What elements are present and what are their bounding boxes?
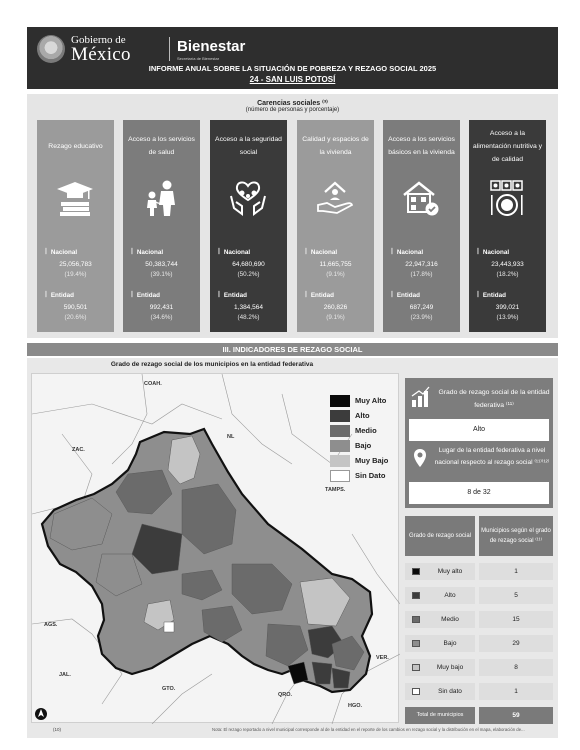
legend-swatch	[330, 425, 350, 437]
neighbor-label: GTO.	[162, 686, 176, 692]
table-row	[405, 611, 553, 628]
entidad-label: ꟾ Entidad	[218, 292, 247, 299]
total-label: Total de municipios	[405, 707, 475, 724]
nacional-label: ꟾ Nacional	[477, 249, 509, 256]
family-hands-icon	[228, 178, 268, 218]
nacional-label: ꟾ Nacional	[305, 249, 337, 256]
neighbor-label: HGO.	[348, 703, 363, 709]
entidad-percent: (13.9%)	[496, 314, 519, 321]
rezago-summary-box	[405, 378, 553, 508]
house-hand-icon	[315, 178, 355, 218]
card-calidad-vivienda	[297, 120, 374, 332]
card-title: Acceso a la alimentación nutritiva y de calidad	[472, 129, 543, 163]
entidad-value: 399,021	[495, 304, 520, 311]
card-servicios-basicos	[383, 120, 460, 332]
legend-label: Sin Dato	[355, 471, 386, 480]
entidad-value: 260,826	[323, 304, 348, 311]
legend-swatch	[330, 470, 350, 482]
table-row	[405, 587, 553, 604]
table-cell-municipios: 1	[479, 563, 553, 580]
location-pin-icon	[413, 448, 427, 468]
table-row	[405, 683, 553, 700]
nacional-percent: (9.1%)	[326, 271, 345, 278]
rezago-panel	[27, 358, 558, 738]
legend-label: Alto	[355, 411, 370, 420]
entidad-value: 1,384,564	[234, 304, 263, 311]
legend-swatch	[330, 455, 350, 467]
card-title: Acceso a la seguridad social	[215, 136, 282, 156]
nacional-value: 23,443,933	[491, 261, 524, 268]
section-iii-title: III. INDICADORES DE REZAGO SOCIAL	[27, 343, 558, 356]
entidad-percent: (20.6%)	[64, 314, 87, 321]
table-cell-municipios: 15	[479, 611, 553, 628]
map-footnote: Nota: El rezago reportado a nivel municipal corresponde al de la entidad en el reporte de los cambios en rezago social y la distribución en el mapa, elaboración de...	[212, 727, 525, 732]
carencias-panel	[27, 94, 558, 338]
nacional-percent: (50.2%)	[237, 271, 260, 278]
entidad-percent: (23.9%)	[410, 314, 433, 321]
nacional-value: 50,383,744	[145, 261, 178, 268]
entidad-label: ꟾ Entidad	[45, 292, 74, 299]
nacional-percent: (18.2%)	[496, 271, 519, 278]
map-title: Grado de rezago social de los municipios en la entidad federativa	[110, 361, 314, 368]
grado-label: Medio	[441, 616, 459, 623]
table-row	[405, 563, 553, 580]
row-swatch	[412, 664, 420, 671]
state-title: 24 - SAN LUIS POTOSÍ	[249, 75, 336, 84]
nacional-label: ꟾ Nacional	[391, 249, 423, 256]
neighbor-label: JAL.	[59, 672, 71, 678]
card-alimentacion	[469, 120, 546, 332]
table-cell-grado	[405, 611, 475, 628]
neighbor-label: AGS.	[44, 622, 58, 628]
entidad-label: ꟾ Entidad	[305, 292, 334, 299]
entidad-label: ꟾ Entidad	[391, 292, 420, 299]
legend-swatch	[330, 410, 350, 422]
table-cell-grado	[405, 635, 475, 652]
logo-separator	[169, 37, 170, 61]
food-plate-icon	[487, 178, 527, 218]
row-swatch	[412, 592, 420, 599]
neighbor-label: ZAC.	[72, 447, 85, 453]
card-rezago-educativo	[37, 120, 114, 332]
legend-label: Medio	[355, 426, 377, 435]
neighbor-label: QRO.	[278, 692, 293, 698]
row-swatch	[412, 568, 420, 575]
house-check-icon	[401, 178, 441, 218]
card-title: Calidad y espacios de la vivienda	[302, 136, 369, 156]
nacional-value: 64,680,690	[232, 261, 265, 268]
entidad-value: 687,249	[409, 304, 434, 311]
table-cell-grado	[405, 587, 475, 604]
nacional-value: 22,947,316	[405, 261, 438, 268]
nacional-label: ꟾ Nacional	[218, 249, 250, 256]
nacional-value: 11,665,755	[319, 261, 352, 268]
table-row	[405, 659, 553, 676]
report-header	[27, 27, 558, 89]
entidad-percent: (48.2%)	[237, 314, 260, 321]
row-swatch	[412, 640, 420, 647]
nacional-percent: (19.4%)	[64, 271, 87, 278]
mexico-label: México	[71, 44, 131, 65]
neighbor-label: COAH.	[144, 381, 162, 387]
gobierno-label: Gobierno de	[71, 34, 126, 46]
table-cell-municipios: 8	[479, 659, 553, 676]
municipality-map	[31, 373, 399, 723]
lugar-nacional-title: Lugar de la entidad federativa a nivel nacional respecto al rezago social ⁽¹¹⁾⁽¹²⁾	[434, 447, 550, 466]
grado-label: Sin dato	[438, 688, 462, 695]
card-seguridad-social	[210, 120, 287, 332]
carencias-subtitle: (número de personas y porcentaje)	[245, 107, 340, 113]
grado-label: Muy alto	[437, 568, 463, 575]
grado-label: Muy bajo	[436, 664, 464, 671]
nacional-label: ꟾ Nacional	[45, 249, 77, 256]
entidad-percent: (34.6%)	[150, 314, 173, 321]
table-cell-municipios: 29	[479, 635, 553, 652]
entidad-label: ꟾ Entidad	[477, 292, 506, 299]
legend-label: Bajo	[355, 441, 372, 450]
entidad-percent: (9.1%)	[326, 314, 345, 321]
entidad-value: 590,501	[63, 304, 88, 311]
card-title: Acceso a los servicios básicos en la vivienda	[388, 136, 455, 156]
nacional-value: 25,056,783	[59, 261, 92, 268]
neighbor-label: NL	[227, 434, 235, 440]
lugar-nacional-value: 8 de 32	[409, 482, 549, 504]
table-cell-grado	[405, 659, 475, 676]
nacional-percent: (17.8%)	[410, 271, 433, 278]
entidad-label: ꟾ Entidad	[131, 292, 160, 299]
bienestar-subtitle: Secretaría de Bienestar	[177, 56, 220, 61]
grado-entidad-title: Grado de rezago social de la entidad federativa ⁽¹¹⁾	[438, 389, 550, 409]
table-cell-grado	[405, 563, 475, 580]
government-seal-icon	[37, 35, 65, 63]
card-title: Acceso a los servicios de salud	[128, 136, 195, 156]
total-value: 59	[479, 707, 553, 724]
row-swatch	[412, 616, 420, 623]
grado-label: Bajo	[443, 640, 457, 647]
carencias-title: Carencias sociales ⁽³⁾	[257, 100, 328, 107]
entidad-value: 992,431	[149, 304, 174, 311]
grado-label: Alto	[444, 592, 456, 599]
row-swatch	[412, 688, 420, 695]
nacional-percent: (39.1%)	[150, 271, 173, 278]
neighbor-label: TAMPS.	[325, 487, 346, 493]
table-header-grado: Grado de rezago social	[405, 516, 475, 556]
legend-swatch	[330, 395, 350, 407]
grado-entidad-value: Alto	[409, 419, 549, 441]
legend-label: Muy Alto	[355, 396, 387, 405]
legend-label: Muy Bajo	[355, 456, 389, 465]
card-servicios-salud	[123, 120, 200, 332]
table-total-row	[405, 707, 553, 724]
neighbor-label: VER.	[376, 655, 389, 661]
bienestar-logo: Bienestar	[177, 38, 246, 55]
nacional-label: ꟾ Nacional	[131, 249, 163, 256]
graduation-cap-books-icon	[55, 178, 95, 218]
legend-swatch	[330, 440, 350, 452]
doctor-patient-icon	[141, 178, 181, 218]
table-cell-grado	[405, 683, 475, 700]
bar-chart-icon	[411, 386, 431, 408]
table-cell-municipios: 5	[479, 587, 553, 604]
table-cell-municipios: 1	[479, 683, 553, 700]
table-header-municipios: Municipios según el grado de rezago social ⁽¹¹⁾	[479, 516, 553, 556]
report-title: INFORME ANUAL SOBRE LA SITUACIÓN DE POBREZA Y REZAGO SOCIAL 2025	[148, 64, 437, 73]
footnote-marker: (10)	[53, 727, 62, 732]
card-title: Rezago educativo	[48, 142, 103, 150]
table-row	[405, 635, 553, 652]
